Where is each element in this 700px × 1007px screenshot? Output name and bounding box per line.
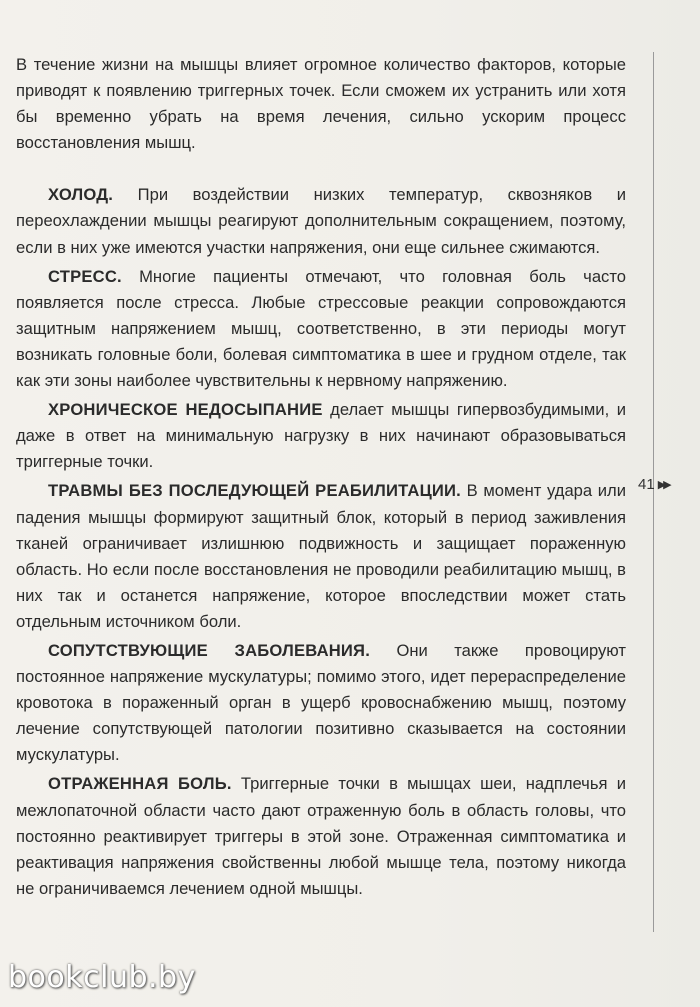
text-stress: Многие пациенты отмечают, что головная боль часто появляется после стресса. Любые стрессовые реакции сопровождаются защитным напряжением мышц, соответственно, в эти периоды могут возникать головные боли, болевая симптоматика в шее и грудном отделе, так как эти зоны наиболее чувствительны к нервному напряжению.: [16, 266, 626, 391]
term-diseases: СОПУТСТВУЮЩИЕ ЗАБОЛЕВАНИЯ.: [48, 640, 370, 660]
page-number-value: 41: [638, 476, 655, 493]
text-trauma: В момент удара или падения мышцы формируют защитный блок, который в период заживления тканей ограничивает излишнюю подвижность и защищает пораженную область. Но если после восстановления не проводили реабилитацию мышц, в них так и останется напряжение, которое впоследствии может стать отдельным источником боли.: [16, 481, 626, 631]
paragraph-referred-pain: [16, 771, 626, 901]
term-sleep: ХРОНИЧЕСКОЕ НЕДОСЫПАНИЕ: [48, 400, 323, 420]
term-stress: СТРЕСС.: [48, 266, 122, 286]
paragraph-trauma: [16, 478, 626, 635]
term-cold: ХОЛОД.: [48, 185, 114, 205]
text-diseases: Они также провоцируют постоянное напряжение мускулатуры; помимо этого, идет перераспределение кровотока в пораженный орган в ущерб кровоснабжению мышц, поэтому лечение сопутствующей патологии позитивно сказывается на состоянии мускулатуры.: [16, 640, 626, 765]
body-text: [16, 52, 626, 902]
double-arrow-icon: ▶▶: [657, 479, 669, 491]
paragraph-stress: [16, 264, 626, 394]
intro-paragraph: В течение жизни на мышцы влияет огромное количество факторов, которые приводят к появлению триггерных точек. Если сможем их устранить или хотя бы временно убрать на время лечения, сильно ускорим процесс восстановления мышц.: [16, 55, 626, 153]
term-referred-pain: ОТРАЖЕННАЯ БОЛЬ.: [48, 774, 232, 794]
text-referred-pain: Триггерные точки в мышцах шеи, надплечья и межлопаточной области часто дают отраженную боль в область головы, что постоянно реактивирует триггеры в этой зоне. Отраженная симптоматика и реактивация напряжения свойственны любой мышце тела, поэтому никогда не ограничиваемся лечением одной мышцы.: [16, 774, 626, 898]
watermark: bookclub.by: [8, 960, 196, 995]
paragraph-cold: [16, 182, 626, 260]
text-cold: При воздействии низких температур, сквозняков и переохлаждении мышцы реагируют дополнительным сокращением, поэтому, если в них уже имеются участки напряжения, они еще сильнее сжимаются.: [16, 185, 626, 257]
page-number: [638, 476, 669, 493]
text-sleep: делает мышцы гипервозбудимыми, и даже в ответ на минимальную нагрузку в них начинают образовываться триггерные точки.: [16, 400, 626, 472]
paragraph-diseases: [16, 638, 626, 768]
term-trauma: ТРАВМЫ БЕЗ ПОСЛЕДУЮЩЕЙ РЕАБИЛИТАЦИИ.: [48, 481, 461, 501]
paragraph-sleep: [16, 397, 626, 475]
